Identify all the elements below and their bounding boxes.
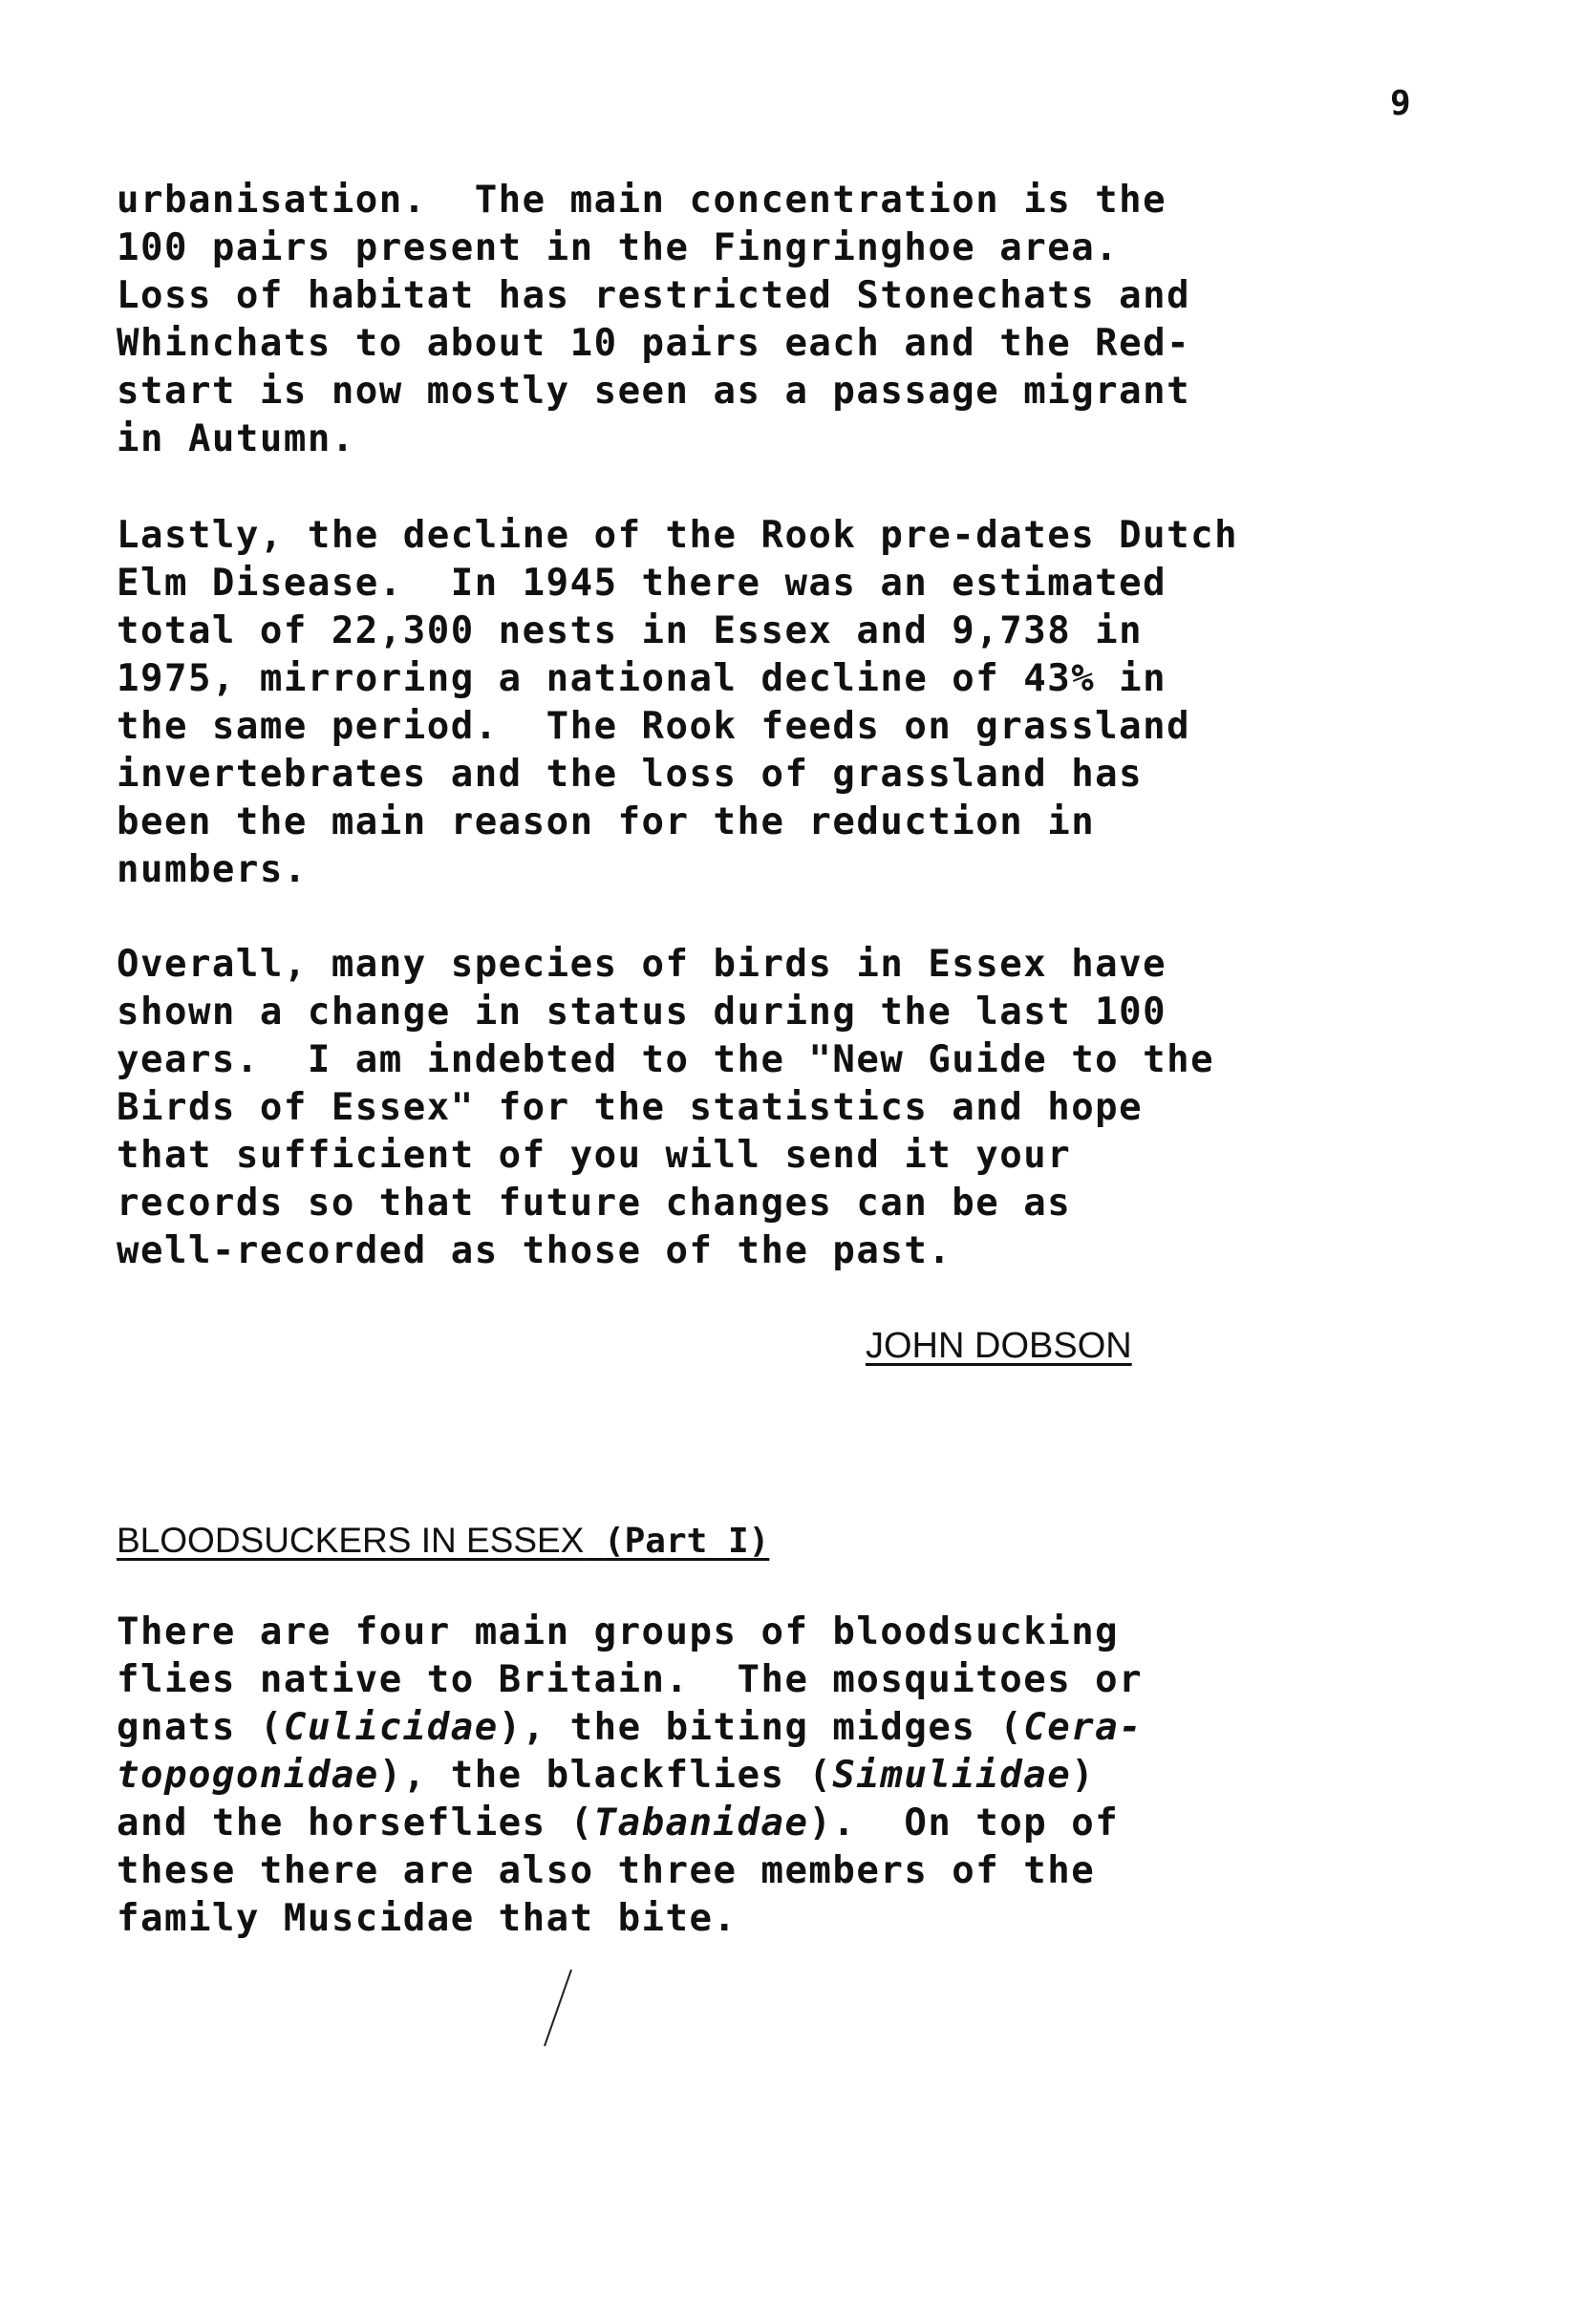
paragraph-bloodsuckers: There are four main groups of bloodsucking flies native to Britain. The mosquitoes or gnats (Culicidae), the biting midges (Cera- topogonidae), the blackflies (Simuliidae) and the horseflies (Tabanidae). On top of these there are also three members of the family Muscidae that bite. bbox=[117, 1610, 1144, 1940]
paragraph-overall: Overall, many species of birds in Essex have shown a change in status during the last 100 years. I am indebted to the "New Guide to the Birds of Essex" for the statistics and hope that sufficient of you will send it your records so that future changes can be as well-recorded as those of the past. bbox=[117, 943, 1215, 1272]
heading-title: BLOODSUCKERS IN ESSEX bbox=[117, 1521, 585, 1560]
paragraph-rook-decline: Lastly, the decline of the Rook pre-dates Dutch Elm Disease. In 1945 there was an estimated total of 22,300 nests in Essex and 9,738 in 1975, mirroring a national decline of 43% in the same period. The Rook feeds on grassland invertebrates and the loss of grassland has been the main reason for the reduction in numbers. bbox=[117, 514, 1239, 891]
paragraph-urbanisation: urbanisation. The main concentration is the 100 pairs present in the Fingringhoe area. Loss of habitat has restricted Stonechats and Whinchats to about 10 pairs each and the Red- start is now mostly seen as a passage migrant in Autumn. bbox=[117, 179, 1191, 460]
heading-part: (Part I) bbox=[603, 1522, 770, 1561]
pen-stroke-mark bbox=[535, 1966, 592, 2052]
page-number: 9 bbox=[1390, 84, 1411, 123]
author-signature: JOHN DOBSON bbox=[866, 1326, 1132, 1366]
article-heading bbox=[117, 1517, 769, 1566]
